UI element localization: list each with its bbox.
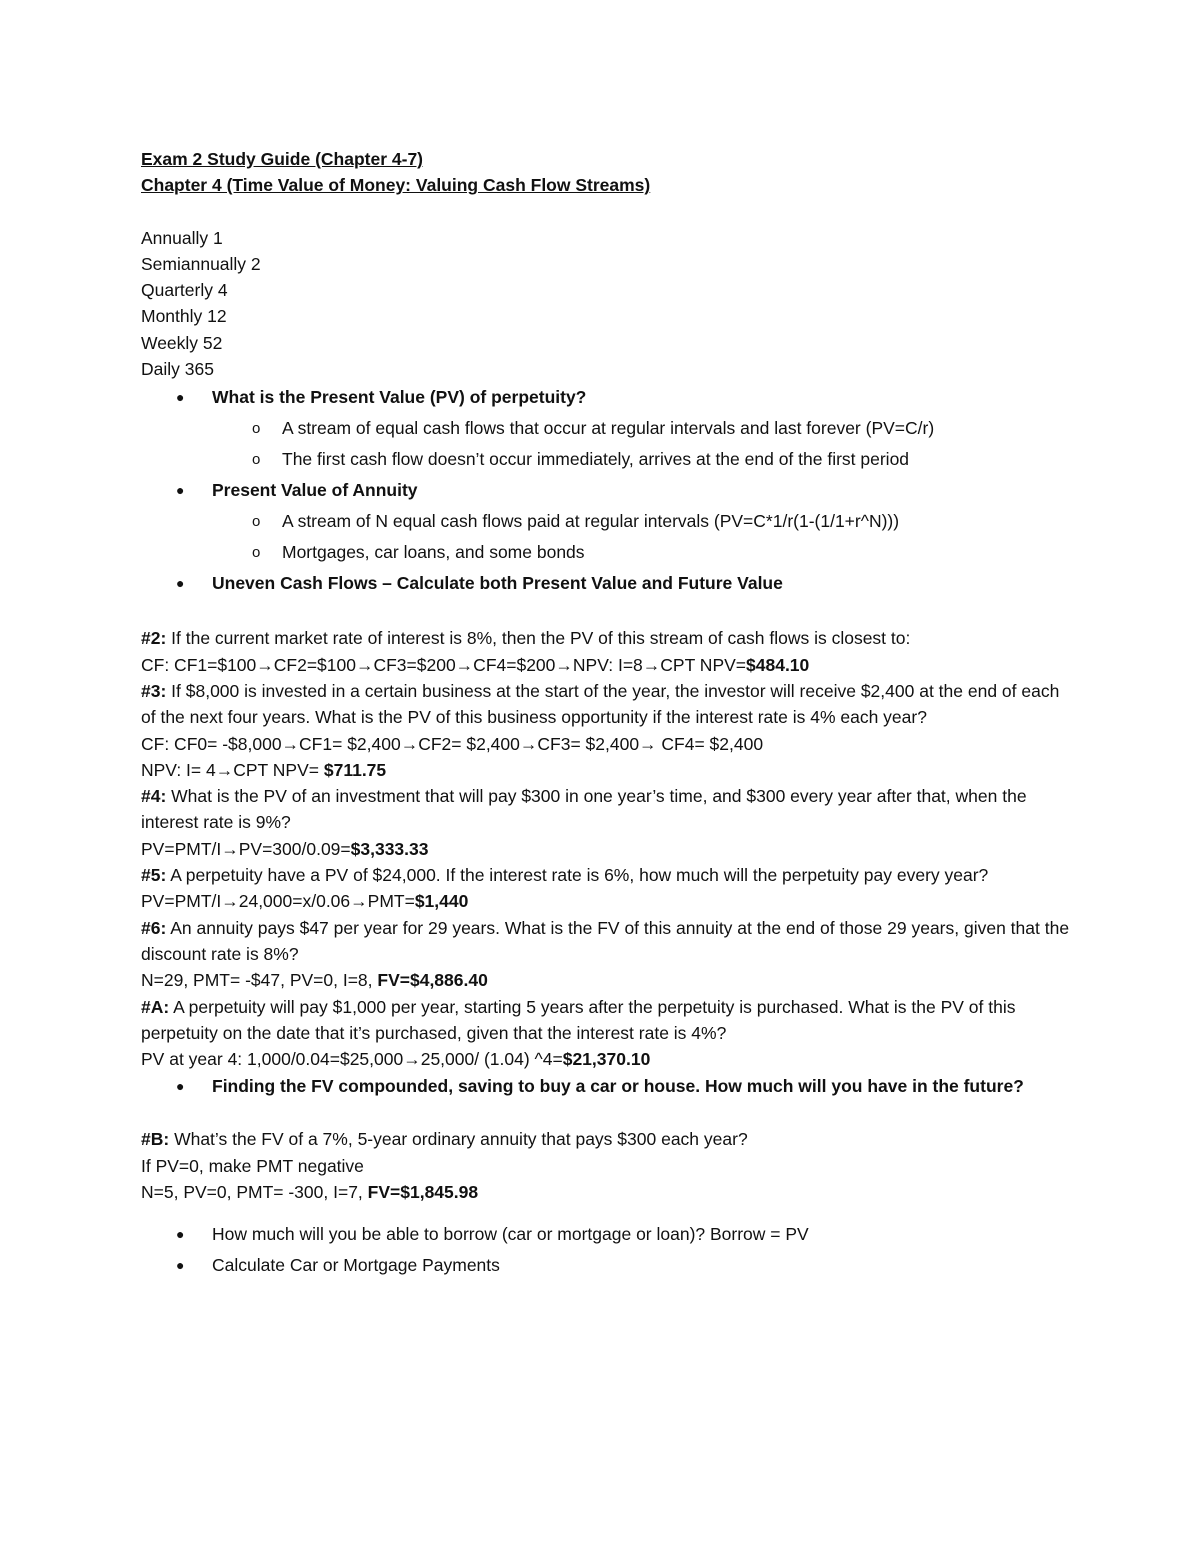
question-b [141, 1126, 1071, 1205]
question-text: A perpetuity will pay $1,000 per year, starting 5 years after the perpetuity is purchased. What is the PV of this perpetuity on the date that it’s purchased, given that the interest rate is 4%? [141, 996, 1016, 1043]
answer: FV=$1,845.98 [367, 1182, 479, 1203]
bullet-dot-icon: ● [176, 1078, 185, 1095]
bullet-fv-compounded [141, 1072, 1071, 1100]
bullet-dot-icon: ● [176, 389, 185, 406]
question-a [141, 994, 1071, 1073]
compounding-periods-list [141, 225, 1071, 383]
calculation-steps: CF: CF1=$100→CF2=$100→CF3=$200→CF4=$200→NPV: I=8→CPT NPV= [141, 654, 747, 675]
answer: $484.10 [746, 654, 810, 675]
bullet-dot-icon: ● [176, 482, 185, 499]
period-quarterly: Quarterly 4 [141, 280, 228, 301]
question-4 [141, 783, 1071, 862]
answer: FV=$4,886.40 [377, 970, 488, 991]
question-text: What is the PV of an investment that will pay $300 in one year’s time, and $300 every year after that, when the interest rate is 9%? [141, 786, 1027, 833]
bullet-uneven-cash-flows [141, 568, 1071, 599]
bullet-circle-icon: o [252, 420, 261, 438]
sub-bullet [141, 444, 1071, 475]
sub-bullet-text: The first cash flow doesn’t occur immediately, arrives at the end of the first period [282, 449, 910, 470]
question-label: #5: [141, 865, 167, 886]
calculation-note: If PV=0, make PMT negative [141, 1155, 364, 1176]
bullet-heading: Uneven Cash Flows – Calculate both Present Value and Future Value [212, 573, 783, 594]
bullet-circle-icon: o [252, 513, 261, 531]
question-label: #6: [141, 917, 167, 938]
question-text: If $8,000 is invested in a certain business at the start of the year, the investor will receive $2,400 at the end of each of the next four years. What is the PV of this business opportunity if the interest rate is 4% each year? [141, 680, 1060, 728]
document-body [141, 146, 1071, 1281]
answer: $1,440 [414, 891, 469, 912]
bullet-text: How much will you be able to borrow (car or mortgage or loan)? Borrow = PV [212, 1224, 809, 1245]
question-text: If the current market rate of interest is 8%, then the PV of this stream of cash flows is closest to: [166, 628, 911, 649]
bullet-heading: Finding the FV compounded, saving to buy a car or house. How much will you have in the future? [212, 1076, 1024, 1097]
question-label: #A: [141, 996, 170, 1017]
bullet-text: Calculate Car or Mortgage Payments [212, 1255, 500, 1276]
question-label: #B: [141, 1129, 170, 1150]
bullet-heading: What is the Present Value (PV) of perpetuity? [212, 387, 587, 408]
question-6 [141, 915, 1071, 994]
calculation-steps: PV=PMT/I→PV=300/0.09= [141, 838, 351, 859]
bullet-dot-icon: ● [176, 1226, 185, 1243]
answer: $711.75 [323, 759, 387, 780]
bullet-dot-icon: ● [176, 575, 185, 592]
bullet-dot-icon: ● [176, 1257, 185, 1274]
question-5 [141, 862, 1071, 915]
period-monthly: Monthly 12 [141, 306, 227, 327]
period-annually: Annually 1 [141, 227, 223, 248]
calculation-steps: CF: CF0= -$8,000→CF1= $2,400→CF2= $2,400→CF3= $2,400→ CF4= $2,400 [141, 733, 764, 754]
sub-bullet-text: A stream of equal cash flows that occur at regular intervals and last forever (PV=C/r) [282, 418, 935, 439]
question-label: #3: [141, 680, 167, 701]
sub-bullet [141, 537, 1071, 568]
bullet-circle-icon: o [252, 451, 261, 469]
question-text: A perpetuity have a PV of $24,000. If the interest rate is 6%, how much will the perpetuity pay every year? [166, 865, 989, 886]
question-2 [141, 625, 1071, 678]
period-daily: Daily 365 [141, 359, 214, 380]
sub-bullet-text: A stream of N equal cash flows paid at regular intervals (PV=C*1/r(1-(1/1+r^N))) [282, 511, 900, 532]
bullet-heading: Present Value of Annuity [212, 480, 418, 501]
period-semiannually: Semiannually 2 [141, 253, 261, 274]
question-text: What’s the FV of a 7%, 5-year ordinary annuity that pays $300 each year? [169, 1129, 748, 1150]
calculation-steps: NPV: I= 4→CPT NPV= [141, 759, 324, 780]
bullet-borrow [141, 1219, 1071, 1250]
answer: $21,370.10 [562, 1049, 651, 1070]
document-title: Exam 2 Study Guide (Chapter 4-7) [141, 149, 424, 169]
calculation-steps: N=5, PV=0, PMT= -300, I=7, [141, 1182, 368, 1203]
question-label: #4: [141, 786, 167, 807]
chapter-heading: Chapter 4 (Time Value of Money: Valuing Cash Flow Streams) [141, 175, 651, 196]
question-3 [141, 678, 1071, 783]
calculation-steps: PV=PMT/I→24,000=x/0.06→PMT= [141, 891, 415, 912]
question-label: #2: [141, 628, 167, 649]
bullet-circle-icon: o [252, 544, 261, 562]
bullet-pv-annuity [141, 475, 1071, 506]
sub-bullet [141, 506, 1071, 537]
calculation-steps: PV at year 4: 1,000/0.04=$25,000→25,000/ (1.04) ^4= [141, 1049, 563, 1070]
period-weekly: Weekly 52 [141, 332, 223, 353]
bullet-payments [141, 1250, 1071, 1281]
question-text: An annuity pays $47 per year for 29 years. What is the FV of this annuity at the end of those 29 years, given that the discount rate is 8%? [141, 917, 1070, 964]
calculation-steps: N=29, PMT= -$47, PV=0, I=8, [141, 970, 378, 991]
sub-bullet [141, 413, 1071, 444]
sub-bullet-text: Mortgages, car loans, and some bonds [282, 542, 585, 563]
answer: $3,333.33 [350, 838, 429, 859]
bullet-pv-perpetuity [141, 382, 1071, 413]
